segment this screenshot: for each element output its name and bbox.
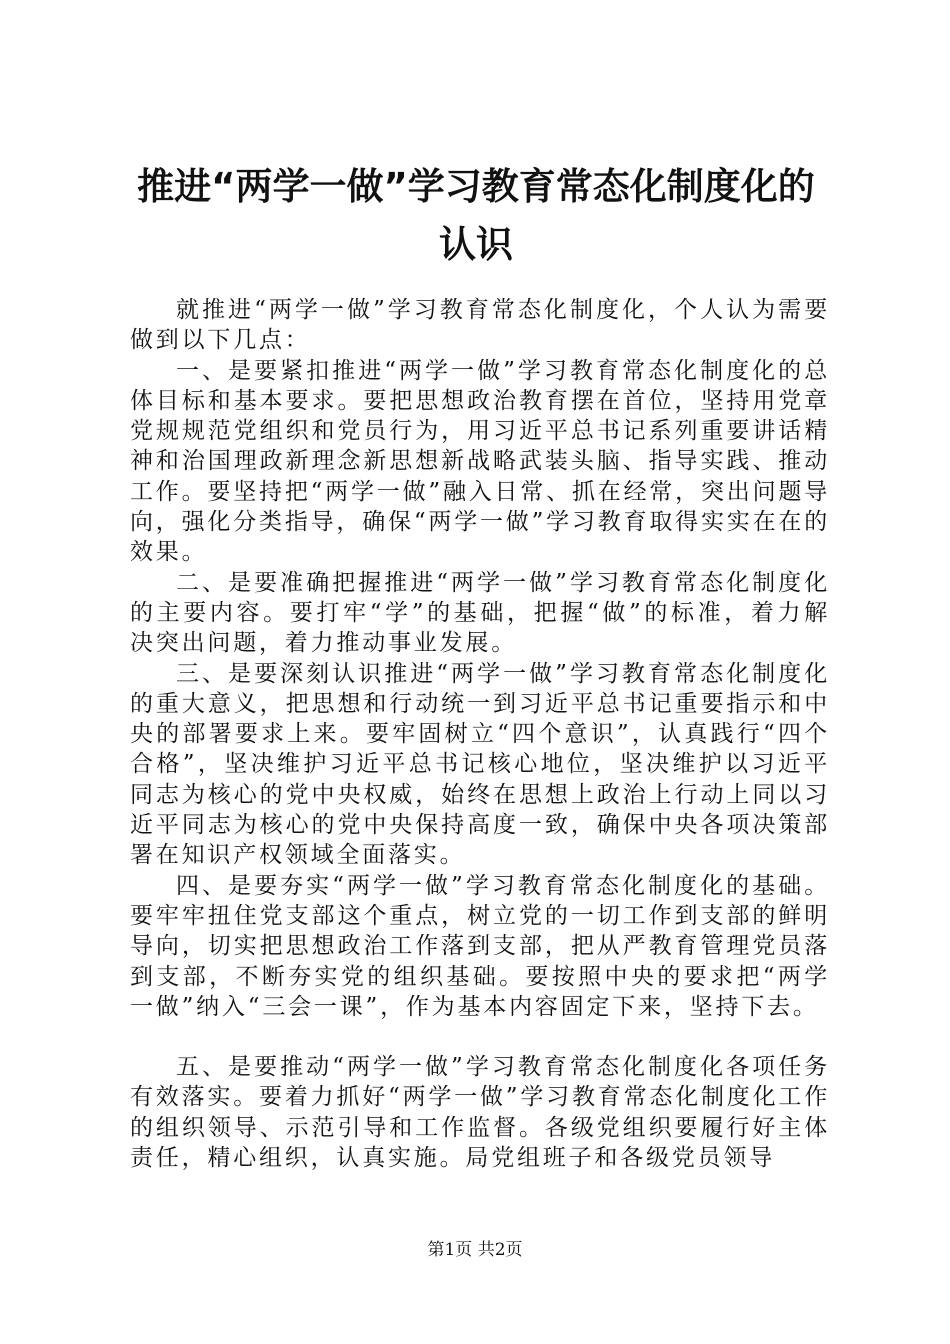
paragraph-point-2: 二、是要准确把握推进“两学一做”学习教育常态化制度化的主要内容。要打牢“学”的基础，把握“做”的标准，着力解决突出问题，着力推动事业发展。 (130, 569, 830, 657)
paragraph-point-4: 四、是要夯实“两学一做”学习教育常态化制度化的基础。要牢牢扭住党支部这个重点，树立党的一切工作到支部的鲜明导向，切实把思想政治工作落到支部，把从严教育管理党员落到支部，不断夯实党的组织基础。要按照中央的要求把“两学一做”纳入“三会一课”，作为基本内容固定下来，坚持下去。 (130, 872, 830, 1020)
paragraph-point-1: 一、是要紧扣推进“两学一做”学习教育常态化制度化的总体目标和基本要求。要把思想政治教育摆在首位，坚持用党章党规规范党组织和党员行为，用习近平总书记系列重要讲话精神和治国理政新理念新思想新战略武装头脑、指导实践、推动工作。要坚持把“两学一做”融入日常、抓在经常，突出问题导向，强化分类指导，确保“两学一做”学习教育取得实实在在的效果。 (130, 357, 830, 566)
document-body (130, 295, 830, 1173)
paragraph-point-3: 三、是要深刻认识推进“两学一做”学习教育常态化制度化的重大意义，把思想和行动统一到习近平总书记重要指示和中央的部署要求上来。要牢固树立“四个意识”，认真践行“四个合格”，坚决维护习近平总书记核心地位，坚决维护以习近平同志为核心的党中央权威，始终在思想上政治上行动上同以习近平同志为核心的党中央保持高度一致，确保中央各项决策部署在知识产权领域全面落实。 (130, 660, 830, 869)
paragraph-intro: 就推进“两学一做”学习教育常态化制度化，个人认为需要做到以下几点： (130, 297, 830, 354)
paragraph-point-5: 五、是要推动“两学一做”学习教育常态化制度化各项任务有效落实。要着力抓好“两学一做”学习教育常态化制度化工作的组织领导、示范引导和工作监督。各级党组织要履行好主体责任，精心组织，认真实施。局党组班子和各级党员领导 (130, 1054, 830, 1172)
document-title: 推进“两学一做”学习教育常态化制度化的认识 (137, 165, 815, 266)
page-number-footer: 第1页 共2页 (427, 1240, 523, 1260)
